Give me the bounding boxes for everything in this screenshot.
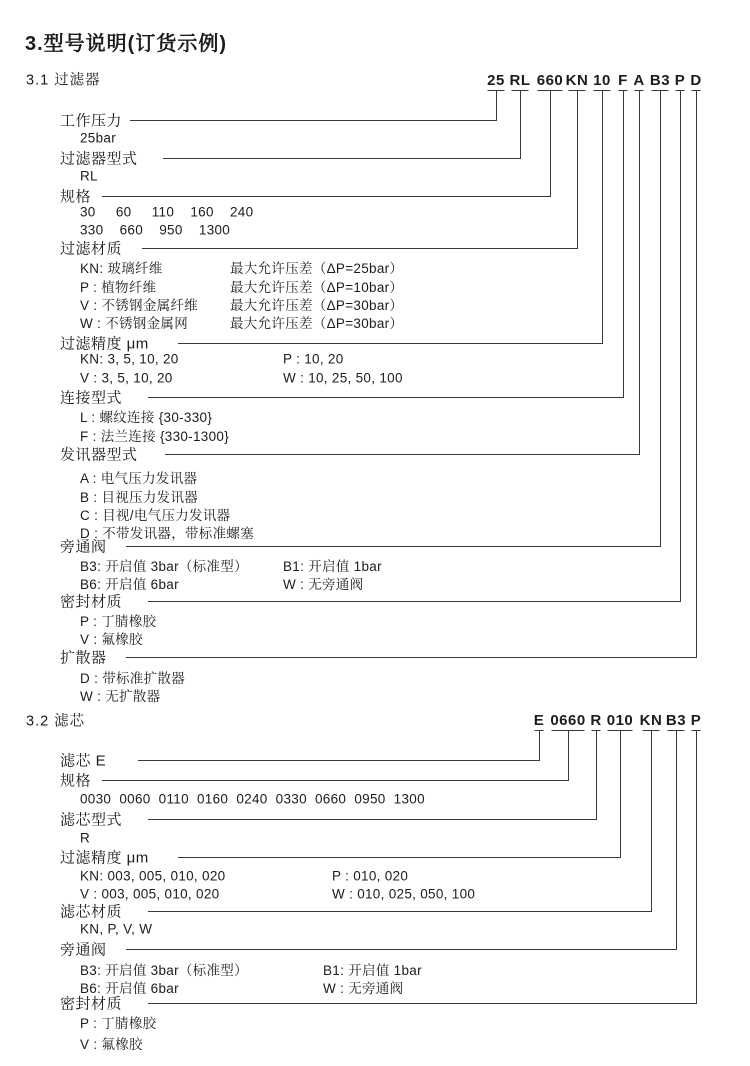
field-label: 规格 <box>60 772 92 790</box>
connector-vline <box>651 730 652 911</box>
connector-vline <box>520 90 521 158</box>
model-code-token: 10 <box>593 72 611 89</box>
connector-hline <box>126 546 661 547</box>
field-option-text: R <box>80 830 91 846</box>
connector-hline <box>148 819 597 820</box>
field-option-text: L : 螺纹连接 {30-330} <box>80 410 213 425</box>
field-option-text: V : 不锈钢金属纤维 <box>80 298 199 313</box>
model-code-token: B3 <box>665 712 687 729</box>
field-option-text-col2: P : 10, 20 <box>283 351 344 367</box>
model-code-token: P <box>674 72 686 89</box>
connector-hline <box>148 397 624 398</box>
field-option-text: KN: 003, 005, 010, 020 <box>80 868 226 884</box>
field-option-text: KN: 玻璃纤维 <box>80 261 163 276</box>
connector-vline <box>696 90 697 657</box>
model-code-token: 660 <box>536 72 564 89</box>
model-code-token: RL <box>509 72 531 89</box>
connector-vline <box>680 90 681 601</box>
connector-vline <box>660 90 661 546</box>
field-option-text: P : 丁腈橡胶 <box>80 614 157 629</box>
field-option-text-col2: W : 无旁通阀 <box>283 577 364 592</box>
field-option-text: B6: 开启值 6bar <box>80 981 179 996</box>
field-option-text: D : 不带发讯器，带标准螺塞 <box>80 526 255 541</box>
field-option-text: 25bar <box>80 130 117 146</box>
connector-hline <box>130 120 497 121</box>
field-option-text: V : 3, 5, 10, 20 <box>80 370 173 386</box>
connector-vline <box>539 730 540 760</box>
model-code-token: KN <box>639 712 663 729</box>
connector-hline <box>126 949 677 950</box>
field-option-text: 30 60 110 160 240 <box>80 204 254 220</box>
field-option-text: KN, P, V, W <box>80 921 153 937</box>
field-label: 发讯器型式 <box>60 446 138 464</box>
connector-vline <box>568 730 569 780</box>
field-option-text: C : 目视/电气压力发讯器 <box>80 508 231 523</box>
field-label: 过滤精度 μm <box>60 849 149 867</box>
connector-hline <box>163 158 521 159</box>
field-label: 密封材质 <box>60 593 123 611</box>
field-option-text-col2: 最大允许压差（ΔP=30bar） <box>230 316 404 331</box>
field-option-text: B : 目视压力发讯器 <box>80 490 199 505</box>
model-code-token: R <box>590 712 602 729</box>
field-label: 旁通阀 <box>60 538 107 556</box>
field-option-text-col2: B1: 开启值 1bar <box>323 963 422 978</box>
connector-vline <box>602 90 603 343</box>
field-option-text: KN: 3, 5, 10, 20 <box>80 351 179 367</box>
field-label: 滤芯 E <box>60 752 107 770</box>
field-option-text: P : 丁腈橡胶 <box>80 1016 157 1031</box>
model-code-token: F <box>618 72 628 89</box>
field-label: 过滤材质 <box>60 240 123 258</box>
connector-vline <box>496 90 497 120</box>
field-option-text: RL <box>80 168 98 184</box>
field-option-text-col2: W : 010, 025, 050, 100 <box>332 886 476 902</box>
connector-vline <box>577 90 578 248</box>
model-code-token: P <box>690 712 702 729</box>
connector-hline <box>126 657 697 658</box>
field-option-text: 330 660 950 1300 <box>80 222 231 238</box>
field-option-text-col2: 最大允许压差（ΔP=25bar） <box>230 261 404 276</box>
connector-hline <box>142 248 578 249</box>
field-option-text: P : 植物纤维 <box>80 280 157 295</box>
model-code-token: B3 <box>649 72 671 89</box>
field-label: 旁通阀 <box>60 941 107 959</box>
field-option-text-col2: B1: 开启值 1bar <box>283 559 382 574</box>
page-title: 3.型号说明(订货示例) <box>25 33 227 55</box>
field-option-text: F : 法兰连接 {330-1300} <box>80 429 230 444</box>
connector-hline <box>178 343 603 344</box>
field-option-text: 0030 0060 0110 0160 0240 0330 0660 0950 1300 <box>80 791 425 807</box>
connector-hline <box>102 196 551 197</box>
field-label: 扩散器 <box>60 649 107 667</box>
connector-hline <box>165 454 640 455</box>
model-code-token: A <box>633 72 645 89</box>
connector-vline <box>620 730 621 857</box>
field-option-text: V : 氟橡胶 <box>80 632 143 647</box>
connector-vline <box>550 90 551 196</box>
field-option-text: B3: 开启值 3bar（标准型） <box>80 963 248 978</box>
field-label: 规格 <box>60 188 92 206</box>
field-option-text: B3: 开启值 3bar（标准型） <box>80 559 248 574</box>
connector-hline <box>148 911 652 912</box>
field-option-text-col2: W : 无旁通阀 <box>323 981 404 996</box>
model-code-token: 0660 <box>550 712 586 729</box>
connector-hline <box>102 780 569 781</box>
connector-vline <box>596 730 597 819</box>
field-label: 连接型式 <box>60 389 123 407</box>
field-option-text-col2: W : 10, 25, 50, 100 <box>283 370 403 386</box>
connector-vline <box>623 90 624 397</box>
field-option-text: W : 不锈钢金属网 <box>80 316 188 331</box>
field-label: 过滤精度 μm <box>60 335 149 353</box>
field-option-text: V : 氟橡胶 <box>80 1037 143 1052</box>
field-option-text-col2: P : 010, 020 <box>332 868 409 884</box>
model-code-token: 010 <box>606 712 634 729</box>
field-label: 滤芯型式 <box>60 811 123 829</box>
model-code-token: D <box>690 72 702 89</box>
model-code-token: E <box>533 712 545 729</box>
field-option-text: A : 电气压力发讯器 <box>80 471 198 486</box>
connector-vline <box>696 730 697 1003</box>
model-code-token: 25 <box>487 72 505 89</box>
field-option-text-col2: 最大允许压差（ΔP=10bar） <box>230 280 404 295</box>
field-label: 滤芯材质 <box>60 903 123 921</box>
field-label: 工作压力 <box>60 112 123 130</box>
field-option-text: D : 带标准扩散器 <box>80 671 186 686</box>
field-label: 过滤器型式 <box>60 150 138 168</box>
connector-hline <box>178 857 621 858</box>
connector-hline <box>148 1003 697 1004</box>
section-heading: 3.2 滤芯 <box>26 713 86 730</box>
connector-hline <box>148 601 681 602</box>
connector-vline <box>639 90 640 454</box>
connector-hline <box>138 760 540 761</box>
field-option-text: W : 无扩散器 <box>80 689 161 704</box>
section-heading: 3.1 过滤器 <box>26 72 101 89</box>
field-label: 密封材质 <box>60 995 123 1013</box>
field-option-text-col2: 最大允许压差（ΔP=30bar） <box>230 298 404 313</box>
field-option-text: B6: 开启值 6bar <box>80 577 179 592</box>
connector-vline <box>676 730 677 949</box>
model-code-token: KN <box>565 72 589 89</box>
field-option-text: V : 003, 005, 010, 020 <box>80 886 220 902</box>
